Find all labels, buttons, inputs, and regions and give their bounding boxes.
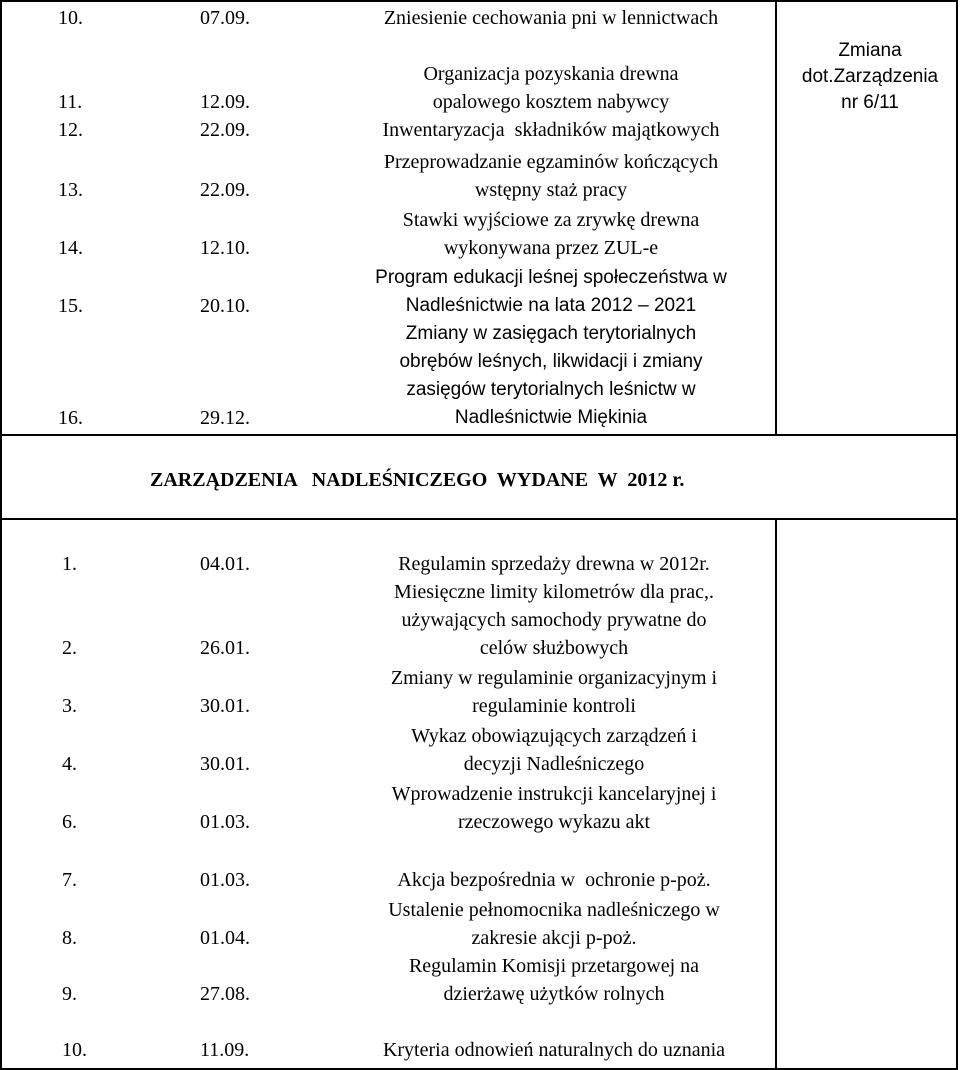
row-date: 22.09. xyxy=(200,179,250,201)
row-title-line: zakresie akcji p-poż. xyxy=(471,927,637,949)
row-date: 12.10. xyxy=(200,237,250,259)
row-date: 01.04. xyxy=(200,927,250,949)
row-date: 30.01. xyxy=(200,695,250,717)
row-title-lines xyxy=(388,896,720,952)
upper-table-bottom-border xyxy=(0,434,958,436)
row-title-lines xyxy=(397,866,710,894)
row-title-line: Miesięczne limity kilometrów dla prac,. xyxy=(394,581,714,603)
title-column-right-border-lower xyxy=(775,520,777,1070)
row-title-line: Regulamin Komisji przetargowej na xyxy=(408,955,700,977)
row-title xyxy=(334,60,768,116)
row-title xyxy=(334,4,768,32)
top-border xyxy=(0,0,958,2)
row-title-lines xyxy=(384,148,718,204)
row-title xyxy=(334,322,768,432)
row-title-lines xyxy=(403,206,700,262)
row-number: 8. xyxy=(62,927,77,949)
row-title xyxy=(334,148,768,204)
row-title-line: Nadleśnictwie na lata 2012 – 2021 xyxy=(405,295,697,316)
row-title-lines xyxy=(392,780,717,836)
row-title-line: Stawki wyjściowe za zrywkę drewna xyxy=(402,209,700,231)
title-column-right-border xyxy=(775,0,777,436)
row-title-line: Regulamin sprzedaży drewna w 2012r. xyxy=(398,553,710,575)
row-date: 01.03. xyxy=(200,811,250,833)
row-title-lines xyxy=(383,1036,725,1064)
row-title-line: Zniesienie cechowania pni w lennictwach xyxy=(383,7,719,29)
row-title-line: używających samochody prywatne do xyxy=(401,609,707,631)
row-number: 12. xyxy=(58,119,83,141)
row-number: 16. xyxy=(58,407,83,429)
row-title-line: Wykaz obowiązujących zarządzeń i xyxy=(411,725,697,747)
row-title-lines xyxy=(382,116,719,144)
row-title-lines xyxy=(399,320,702,432)
row-title xyxy=(336,1036,772,1064)
row-title-line: wstępny staż pracy xyxy=(474,179,628,201)
row-title-line: Program edukacji leśnej społeczeństwa w xyxy=(375,267,727,288)
row-title xyxy=(334,120,768,144)
section-heading: ZARZĄDZENIA NADLEŚNICZEGO WYDANE W 2012 r. xyxy=(150,469,685,491)
row-number: 15. xyxy=(58,295,83,317)
row-title xyxy=(336,898,772,952)
row-title xyxy=(336,724,772,778)
row-title-line: Wprowadzenie instrukcji kancelaryjnej i xyxy=(391,783,717,805)
row-number: 9. xyxy=(62,983,77,1005)
row-title-lines xyxy=(375,264,727,320)
row-title-line: rzeczowego wykazu akt xyxy=(457,811,651,833)
row-title-line: Zmiany w zasięgach terytorialnych xyxy=(405,323,697,344)
row-date: 26.01. xyxy=(200,637,250,659)
row-title-lines xyxy=(411,722,697,778)
row-title-lines xyxy=(398,550,710,578)
side-note xyxy=(785,38,955,116)
row-title-line: Ustalenie pełnomocnika nadleśniczego w xyxy=(388,899,720,921)
row-number: 11. xyxy=(58,91,83,113)
row-title-line: Zmiany w regulaminie organizacyjnym i xyxy=(390,667,718,689)
side-note-line: dot.Zarządzenia xyxy=(801,66,939,87)
row-title xyxy=(336,666,772,720)
left-border xyxy=(0,0,2,1070)
row-title xyxy=(336,954,772,1008)
row-title-lines xyxy=(409,952,699,1008)
row-title-line: zasięgów terytorialnych leśnictw w xyxy=(406,379,696,400)
row-title xyxy=(336,581,772,662)
row-title-line: Akcja bezpośrednia w ochronie p-poż. xyxy=(397,869,711,891)
row-title-line: Kryteria odnowień naturalnych do uznania xyxy=(382,1039,726,1061)
row-number: 10. xyxy=(58,7,83,29)
row-date: 22.09. xyxy=(200,119,250,141)
row-date: 07.09. xyxy=(200,7,250,29)
row-title xyxy=(336,866,772,894)
row-title-lines xyxy=(423,60,678,116)
row-title xyxy=(334,266,768,320)
row-number: 3. xyxy=(62,695,77,717)
row-number: 4. xyxy=(62,753,77,775)
row-number: 10. xyxy=(62,1039,87,1061)
row-title-line: wykonywana przez ZUL-e xyxy=(443,237,659,259)
row-number: 1. xyxy=(62,553,77,575)
row-number: 6. xyxy=(62,811,77,833)
row-date: 04.01. xyxy=(200,553,250,575)
row-date: 12.09. xyxy=(200,91,250,113)
row-title xyxy=(334,206,768,262)
row-date: 20.10. xyxy=(200,295,250,317)
row-date: 27.08. xyxy=(200,983,250,1005)
side-note-line: Zmiana xyxy=(838,40,902,61)
row-number: 7. xyxy=(62,869,77,891)
row-title-line: decyzji Nadleśniczego xyxy=(463,753,645,775)
row-date: 29.12. xyxy=(200,407,250,429)
row-title xyxy=(336,550,772,578)
row-title-line: Przeprowadzanie egzaminów kończących xyxy=(383,151,719,173)
row-title-lines xyxy=(384,4,718,32)
row-date: 30.01. xyxy=(200,753,250,775)
row-title-line: Organizacja pozyskania drewna xyxy=(423,63,679,85)
lower-table-top-border xyxy=(0,518,958,520)
row-date: 01.03. xyxy=(200,869,250,891)
row-title-line: dzierżawę użytków rolnych xyxy=(443,983,665,1005)
row-title-lines xyxy=(394,578,714,662)
row-title-line: celów służbowych xyxy=(479,637,629,659)
row-date: 11.09. xyxy=(200,1039,250,1061)
row-number: 14. xyxy=(58,237,83,259)
row-number: 13. xyxy=(58,179,83,201)
right-border xyxy=(956,0,958,1070)
row-number: 2. xyxy=(62,637,77,659)
row-title-lines xyxy=(391,664,717,720)
row-title-line: obrębów leśnych, likwidacji i zmiany xyxy=(399,351,703,372)
row-title xyxy=(336,782,772,836)
row-title-line: Nadleśnictwie Miękinia xyxy=(454,407,648,428)
side-note-line: nr 6/11 xyxy=(841,92,899,113)
row-title-line: opalowego kosztem nabywcy xyxy=(432,91,670,113)
row-title-line: Inwentaryzacja składników majątkowych xyxy=(382,119,720,141)
row-title-line: regulaminie kontroli xyxy=(472,695,636,717)
